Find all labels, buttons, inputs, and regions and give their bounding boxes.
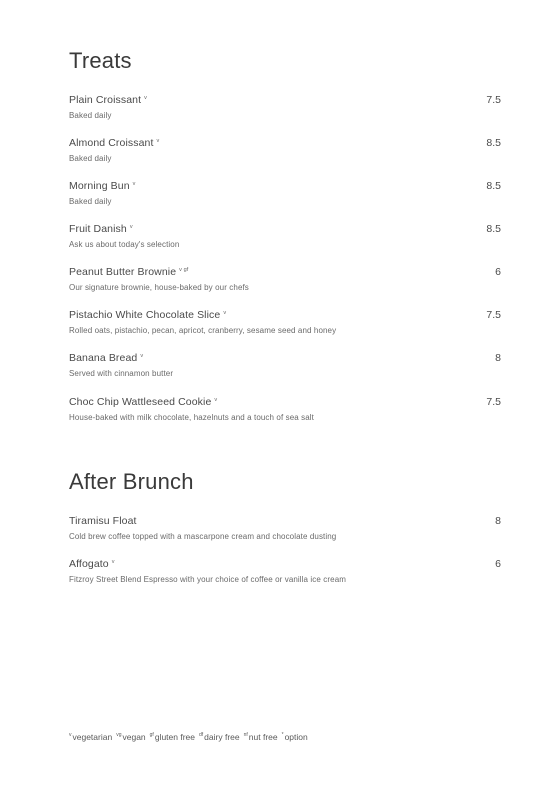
item-name: Almond Croissant $^v$ bbox=[69, 137, 160, 149]
menu-item bbox=[69, 352, 501, 378]
item-description: Rolled oats, pistachio, pecan, apricot, cranberry, sesame seed and honey bbox=[69, 326, 337, 335]
section-title-after-brunch: After Brunch bbox=[69, 469, 194, 494]
item-description: Fitzroy Street Blend Espresso with your choice of coffee or vanilla ice cream bbox=[69, 575, 347, 584]
legend-item-dairy-free: $^{df}$dairy free bbox=[199, 732, 240, 742]
dietary-tag: v bbox=[140, 352, 144, 359]
item-description: Baked daily bbox=[69, 111, 112, 120]
item-description: Baked daily bbox=[69, 154, 112, 163]
dietary-tag: v bbox=[156, 137, 160, 144]
dietary-tag: v bbox=[132, 180, 136, 187]
legend-item-nut-free: $^{nf}$nut free bbox=[243, 732, 278, 742]
menu-item bbox=[69, 558, 501, 584]
item-description: House-baked with milk chocolate, hazelnuts and a touch of sea salt bbox=[69, 413, 314, 422]
item-price: 7.5 bbox=[486, 396, 501, 408]
legend-item-gluten-free: $^{gf}$gluten free bbox=[149, 732, 195, 742]
item-price: 6 bbox=[495, 558, 501, 570]
dietary-tag: v bbox=[144, 94, 147, 101]
item-description: Ask us about today's selection bbox=[69, 240, 180, 249]
item-price: 7.5 bbox=[486, 94, 501, 106]
dietary-tag: v gf bbox=[179, 266, 189, 273]
menu-item bbox=[69, 396, 501, 422]
item-price: 8 bbox=[495, 352, 501, 364]
menu-item bbox=[69, 180, 501, 206]
item-price: 6 bbox=[495, 266, 501, 278]
item-price: 8.5 bbox=[486, 137, 501, 149]
legend-item-option: *option bbox=[281, 732, 308, 742]
item-name: Peanut Butter Brownie $^{v gf}$ bbox=[69, 266, 189, 278]
item-price: 8.5 bbox=[486, 180, 501, 192]
menu-item bbox=[69, 266, 501, 292]
item-price: 8.5 bbox=[486, 223, 501, 235]
dietary-tag: v bbox=[214, 396, 218, 403]
dietary-tag: v bbox=[129, 223, 133, 230]
item-price: 8 bbox=[495, 515, 501, 527]
item-description: Served with cinnamon butter bbox=[69, 369, 174, 378]
item-name: Pistachio White Chocolate Slice $^v$ bbox=[69, 309, 227, 321]
item-name: Tiramisu Float bbox=[69, 515, 137, 527]
item-name: Choc Chip Wattleseed Cookie $^v$ bbox=[69, 396, 218, 408]
item-name: Fruit Danish $^v$ bbox=[69, 223, 133, 235]
item-name: Affogato $^v$ bbox=[69, 558, 115, 570]
item-price: 7.5 bbox=[486, 309, 501, 321]
legend-item-vegan: $^{vg}$vegan bbox=[116, 732, 146, 742]
menu-item bbox=[69, 94, 501, 120]
menu-item bbox=[69, 223, 501, 249]
item-description: Baked daily bbox=[69, 197, 112, 206]
dietary-tag: v bbox=[223, 309, 227, 316]
menu-item bbox=[69, 137, 501, 163]
menu-item bbox=[69, 515, 501, 541]
item-description: Cold brew coffee topped with a mascarpone cream and chocolate dusting bbox=[69, 532, 337, 541]
section-title-treats: Treats bbox=[69, 48, 132, 73]
dietary-legend bbox=[69, 732, 308, 742]
item-name: Morning Bun $^v$ bbox=[69, 180, 136, 192]
menu-item bbox=[69, 309, 501, 335]
item-name: Banana Bread $^v$ bbox=[69, 352, 144, 364]
item-name: Plain Croissant $^v$ bbox=[69, 94, 147, 106]
legend-item-vegetarian: $^v$vegetarian bbox=[69, 732, 113, 742]
item-description: Our signature brownie, house-baked by our chefs bbox=[69, 283, 249, 292]
dietary-tag: v bbox=[111, 558, 115, 565]
